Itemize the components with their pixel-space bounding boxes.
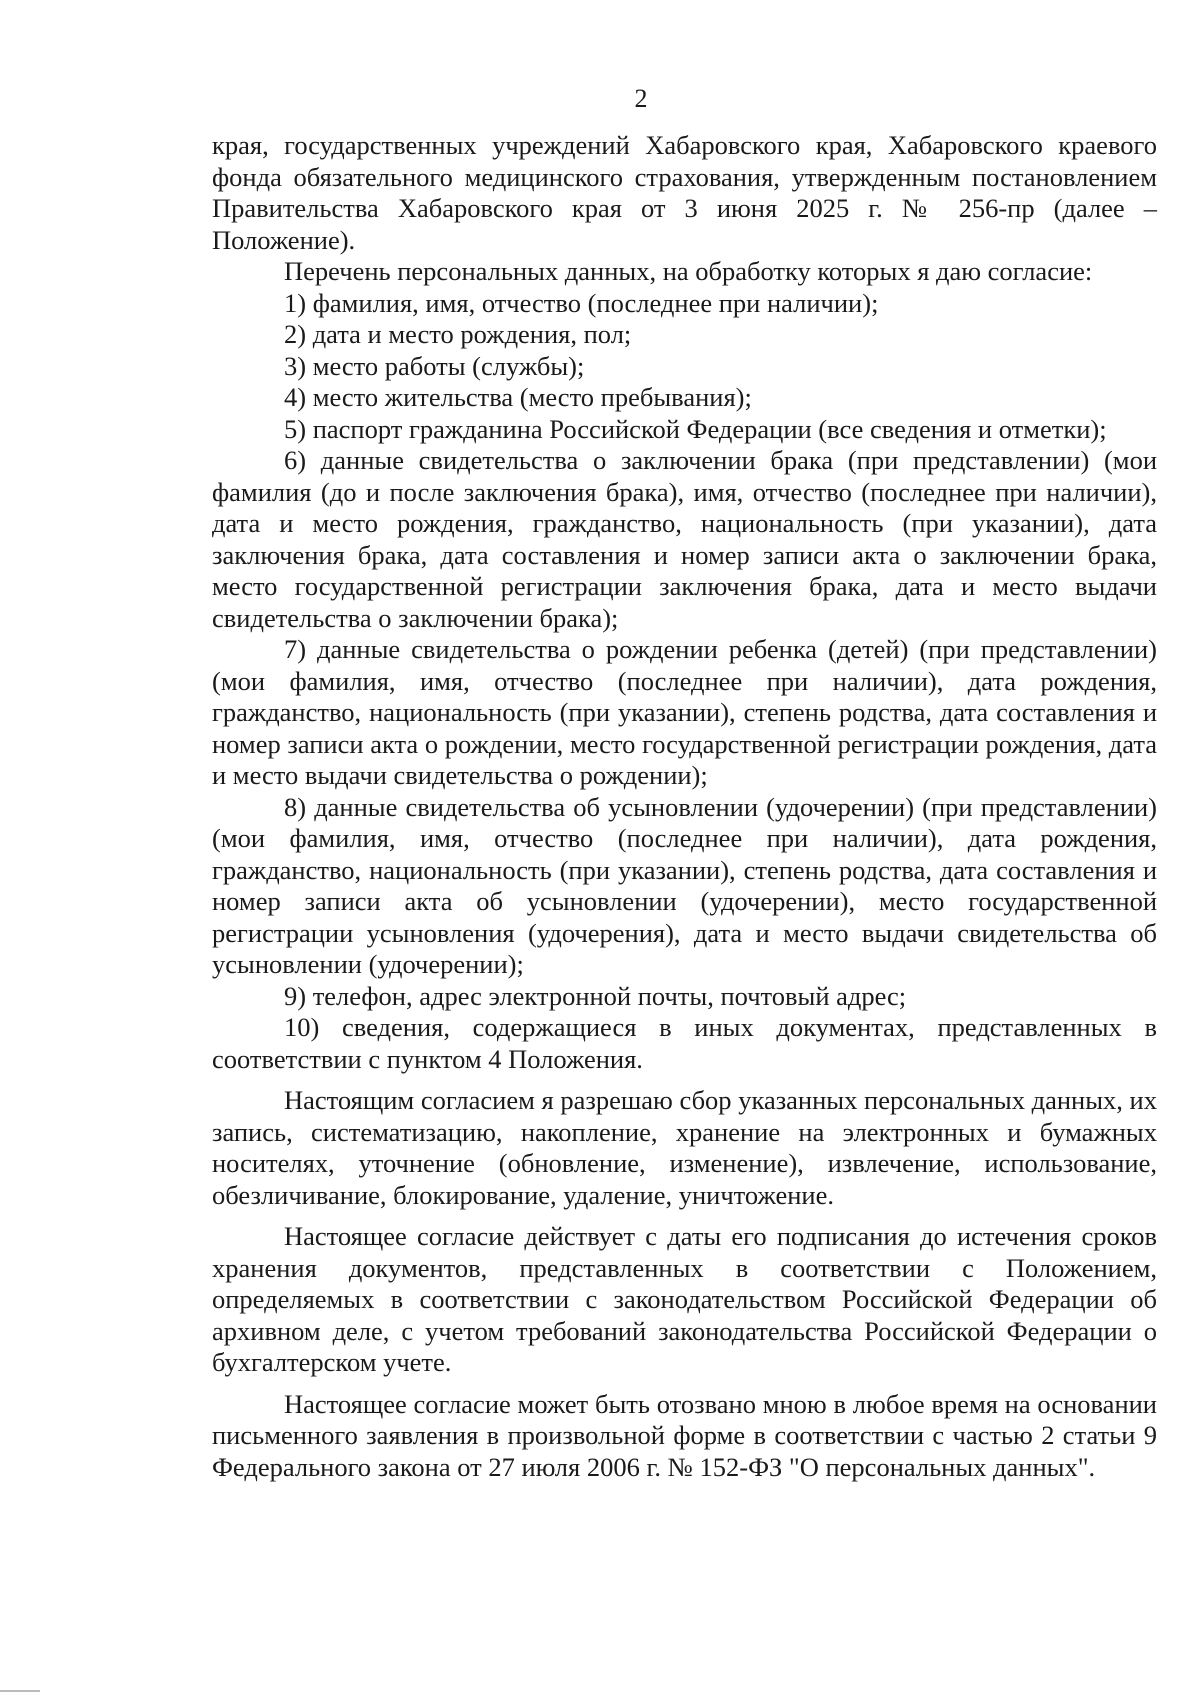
list-item-7: 7) данные свидетельства о рождении ребенка (детей) (при представлении) (мои фамилия, имя, отчество (последнее при наличии), дата рождения, гражданство, национальность (при указании), степень родства, дата составления и номер записи акта о рождении, место государственной регистрации рождения, дата и место выдачи свидетельства о рождении); [212, 634, 1157, 790]
paragraph-consent-scope: Настоящим согласием я разрешаю сбор указанных персональных данных, их запись, систематизацию, накопление, хранение на электронных и бумажных носителях, уточнение (обновление, изменение), извлечение, использование, обезличивание, блокирование, удаление, уничтожение. [212, 1085, 1157, 1210]
scan-artifact [0, 1690, 40, 1692]
page-number: 2 [634, 84, 648, 113]
list-item-4: 4) место жительства (место пребывания); [284, 382, 752, 412]
document-body [212, 130, 1157, 1483]
paragraph-continuation: края, государственных учреждений Хабаровского края, Хабаровского краевого фонда обязательного медицинского страхования, утвержденным постановлением Правительства Хабаровского края от 3 июня 2025 г. № 256-пр (далее – Положение). [212, 130, 1157, 255]
paragraph-consent-validity: Настоящее согласие действует с даты его подписания до истечения сроков хранения документов, представленных в соответствии с Положением, определяемых в соответствии с законодательством Российской Федерации об архивном деле, с учетом требований законодательства Российской Федерации о бухгалтерском учете. [212, 1221, 1157, 1377]
list-item-10: 10) сведения, содержащиеся в иных документах, представленных в соответствии с пунктом 4 Положения. [212, 1012, 1157, 1074]
paragraph-list-intro: Перечень персональных данных, на обработку которых я даю согласие: [284, 256, 1093, 286]
list-item-2: 2) дата и место рождения, пол; [284, 319, 632, 349]
paragraph-consent-revocation: Настоящее согласие может быть отозвано мною в любое время на основании письменного заявления в произвольной форме в соответствии с частью 2 статьи 9 Федерального закона от 27 июля 2006 г. № 152-ФЗ "О персональных данных". [212, 1388, 1157, 1482]
list-item-3: 3) место работы (службы); [284, 350, 585, 381]
list-item-6: 6) данные свидетельства о заключении брака (при представлении) (мои фамилия (до и после заключения брака), имя, отчество (последнее при наличии), дата и место рождения, гражданство, национальность (при указании), дата заключения брака, дата составления и номер записи акта о заключении брака, место государственной регистрации заключения брака, дата и место выдачи свидетельства о заключении брака); [212, 445, 1157, 633]
list-item-5: 5) паспорт гражданина Российской Федерации (все сведения и отметки); [284, 413, 1107, 444]
list-item-9: 9) телефон, адрес электронной почты, почтовый адрес; [284, 980, 907, 1011]
list-item-8: 8) данные свидетельства об усыновлении (удочерении) (при представлении) (мои фамилия, имя, отчество (последнее при наличии), дата рождения, гражданство, национальность (при указании), степень родства, дата составления и номер записи акта об усыновлении (удочерении), место государственной регистрации усыновления (удочерения), дата и место выдачи свидетельства об усыновлении (удочерении); [212, 791, 1157, 979]
list-item-1: 1) фамилия, имя, отчество (последнее при наличии); [284, 287, 879, 318]
